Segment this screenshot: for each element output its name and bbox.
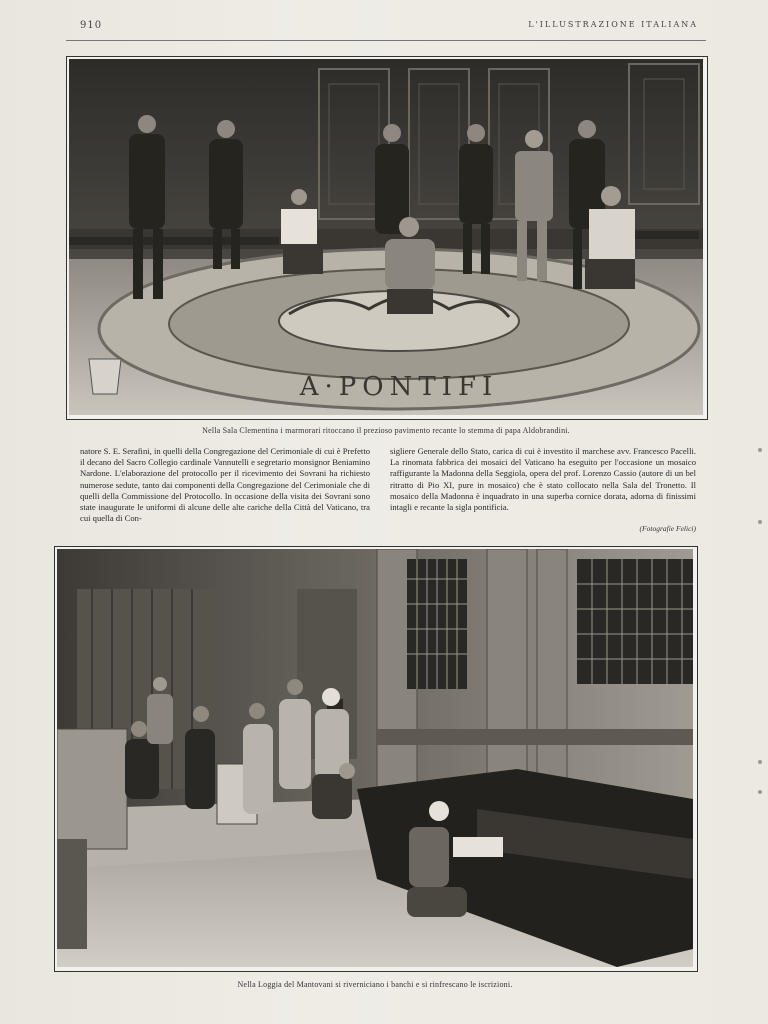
binding-hole	[758, 760, 762, 764]
binding-hole	[758, 790, 762, 794]
floor-inscription: A·PONTIFI	[299, 372, 499, 402]
article-left-column: natore S. E. Serafini, in quelli della Congregazione del Cerimoniale di cui è Prefetto il decano del Sacro Collegio cardinale Vannutelli e segretario monsignor Beniamino Nardone. L'elaborazione del protocollo per il ricevimento dei Sovrani ha richiesto numerose sedute, tanto dai componenti della Congregazione del Cerimoniale che di quelli della Commissione del Protocollo. In occasione della visita dei Sovrani sono state inaugurate le uniformi di alcune delle alte cariche della Città del Vaticano, tra cui quella di Con-	[80, 446, 370, 524]
header-rule	[66, 40, 706, 41]
top-photo-caption: Nella Sala Clementina i marmorari ritoccano il prezioso pavimento recante lo stemma di papa Aldobrandini.	[202, 426, 570, 435]
top-photo	[66, 56, 708, 420]
bottom-photo	[54, 546, 698, 972]
loggia-mantovani-photo	[57, 549, 693, 967]
bottom-photo-caption: Nella Loggia del Mantovani si riverniciano i banchi e si rinfrescano le iscrizioni.	[237, 980, 513, 989]
running-head: L'ILLUSTRAZIONE ITALIANA	[528, 20, 698, 29]
photo-credit: (Fotografie Felici)	[639, 524, 696, 533]
binding-hole	[758, 448, 762, 452]
sala-clementina-photo	[69, 59, 703, 415]
article-right-column: sigliere Generale dello Stato, carica di cui è investito il marchese avv. Francesco Pacelli. La rinomata fabbrica dei mosaici del Vaticano ha eseguito per l'occasione un mosaico raffigurante la Madonna della Seggiola, opera del prof. Lorenzo Cassio (autore di un bel ritratto di Pio XI, pure in mosaico) che è stato collocato nella Sala del Tronetto. Il mosaico della Madonna è inquadrato in una superba cornice dorata, adorna di finissimi intagli e recante la sigla pontificia.	[390, 446, 696, 513]
binding-hole	[758, 520, 762, 524]
page-number: 910	[80, 20, 103, 31]
